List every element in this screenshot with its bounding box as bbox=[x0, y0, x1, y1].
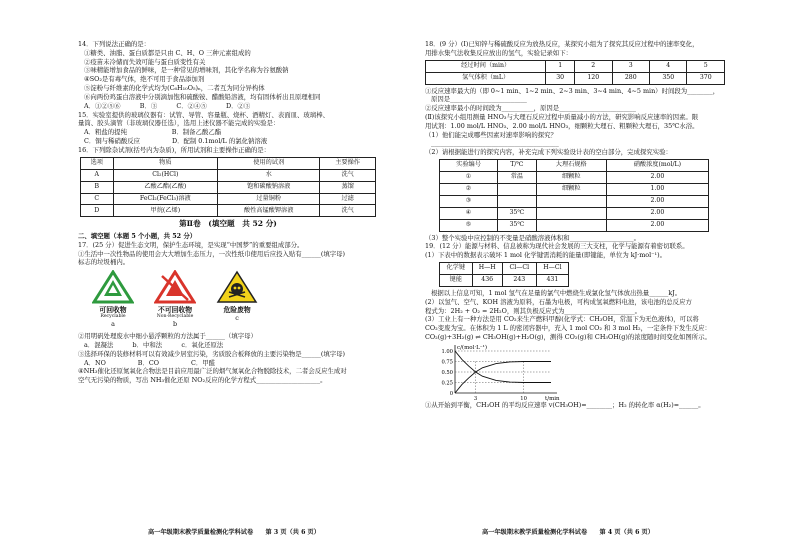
x-axis-label: t/min bbox=[545, 395, 560, 401]
table-header: 2 bbox=[575, 60, 612, 72]
table-cell: Cl₂(HCl) bbox=[113, 169, 218, 181]
q14-item: ②疫苗未冷储而失效可能与蛋白质变性有关 bbox=[84, 57, 206, 66]
q17-line: 17．(25 分）促进生态文明，保护生态环境，是实现“中国梦”的重要组成部分。 bbox=[78, 240, 304, 249]
x-tick-label: 3 bbox=[473, 395, 478, 401]
y-axis-label: c/(mol·L⁻¹) bbox=[457, 344, 488, 351]
q17-sub: 空气无污染的物质，写出 NH₃催化还原 NO₂反应的化学方程式____________________。 bbox=[78, 376, 327, 385]
q19-line: ①从开始到平衡，CH₃OH 的平均反应速率 v(CH₃OH)=________；H₂ 的转化率 α(H₂)=______。 bbox=[425, 400, 705, 409]
sign-letter: a bbox=[111, 319, 115, 328]
y-tick-label: 0.25 bbox=[441, 380, 453, 387]
table-cell: 35℃ bbox=[498, 207, 537, 219]
q14-options: A．①②⑤⑥ B．③ C．②④⑤ D．②③ bbox=[84, 101, 251, 110]
concentration-chart bbox=[429, 343, 569, 401]
table-cell: FeCl₂(FeCl₃)溶液 bbox=[113, 193, 218, 205]
table-header: 1 bbox=[546, 60, 575, 72]
table-cell: 氢气体积（mL） bbox=[426, 72, 546, 84]
q19-line: (2）以氢气、空气、KOH 溶液为原料，石墨为电极，可构成氢氧燃料电池，该电池的总反应方 bbox=[425, 297, 692, 306]
table-cell: 水 bbox=[218, 169, 320, 181]
table-header: 主要操作 bbox=[320, 157, 376, 169]
q17-sub: ②用明矾处理废水中细小悬浮颗粒的方法属于______（填字母） bbox=[78, 332, 257, 341]
q18-line: 用排水集气法收集反应放出的氢气，实验记录如下： bbox=[425, 48, 572, 57]
q19-line: 19．(12 分）能源与材料、信息被称为现代社会发展的三大支柱，化学与能源有着密切联系。 bbox=[425, 242, 689, 251]
table-cell: 过量铜粉 bbox=[218, 193, 320, 205]
q16-stem: 16．下列除杂试剂(括号内为杂质)，所用试剂和主要操作正确的是： bbox=[78, 145, 271, 154]
table-row bbox=[81, 193, 376, 205]
table-row bbox=[426, 60, 725, 72]
q14-item: ⑤淀粉与纤维素的化学式均为(C₆H₁₀O₅)ₙ，二者互为同分异构体 bbox=[84, 84, 265, 93]
q18-line: ________________________________________ bbox=[431, 139, 559, 148]
table-row bbox=[440, 219, 709, 231]
q14-item: ④SO₂是有毒气体，绝不可用于食品添加剂 bbox=[84, 75, 205, 84]
page-footer-left: 高一年级期末教学质量检测化学科试卷 第 3 页（共 6 页） bbox=[148, 529, 320, 536]
table-cell: 细颗粒 bbox=[536, 172, 606, 184]
table-cell bbox=[536, 219, 606, 231]
table-cell: 酸性高锰酸钾溶液 bbox=[218, 205, 320, 217]
q14-item: ⑥向两份鸡蛋白溶液中分别滴加饱和硫酸铵、醋酸铅溶液，均有固体析出且原理相同 bbox=[84, 92, 321, 101]
table-header: 大理石规格 bbox=[536, 160, 606, 172]
table-cell: 1.00 bbox=[606, 183, 708, 195]
table-cell bbox=[498, 195, 537, 207]
table-header: 3 bbox=[612, 60, 649, 72]
q18-table2 bbox=[439, 159, 709, 232]
q17-sub: ③选择环保的装修材料可以有效减少居室污染，劣质胶合板释放的主要污染物是______(填字母) bbox=[78, 349, 346, 358]
table-header: T/℃ bbox=[498, 160, 537, 172]
y-tick-label: 0 bbox=[449, 390, 453, 397]
q19-line: 程式为：2H₂ + O₂ = 2H₂O，则其负极反应式为______________________。 bbox=[425, 306, 642, 315]
waste-signs bbox=[92, 270, 378, 332]
page-footer-right: 高一年级期末教学质量检测化学科试卷 第 4 页（共 6 页） bbox=[482, 529, 654, 536]
x-tick-label: 10 bbox=[520, 395, 527, 401]
table-cell: 436 bbox=[472, 275, 502, 287]
sign-caption: 可回收物 bbox=[99, 305, 127, 314]
table-header: 物质 bbox=[113, 157, 218, 169]
table-cell: 饱和碳酸钠溶液 bbox=[218, 181, 320, 193]
table-cell: 甲烷(乙烯) bbox=[113, 205, 218, 217]
part-heading: 二、填空题（本题 5 个小题，共 52 分） bbox=[78, 231, 197, 240]
q19-table bbox=[439, 262, 569, 287]
table-cell: 洗气 bbox=[320, 169, 376, 181]
table-header: 选项 bbox=[81, 157, 114, 169]
table-row bbox=[440, 263, 569, 275]
hazard-skull-icon bbox=[216, 270, 258, 304]
q18-line: (Ⅱ)该探究小组用测量 HNO₃与大理石反应过程中质量减小的方法，研究影响反应速率的因素。限 bbox=[425, 112, 699, 121]
table-cell: 2.00 bbox=[606, 172, 708, 184]
table-header: 化学键 bbox=[440, 263, 473, 275]
table-cell: 乙酸乙酯(乙酸) bbox=[113, 181, 218, 193]
q17-sub: a．混凝法 b．中和法 c．氧化还原法 bbox=[84, 340, 224, 349]
table-row bbox=[81, 181, 376, 193]
table-header: H—Cl bbox=[536, 263, 568, 275]
table-row bbox=[440, 275, 569, 287]
y-tick-label: 0.75 bbox=[441, 359, 453, 366]
table-cell: 2.00 bbox=[606, 207, 708, 219]
q19-line: (1）下表中的数据表示破坏 1 mol 化学键需消耗的能量(即键能，单位为 kJ·mol⁻¹)。 bbox=[425, 251, 666, 260]
table-cell: 243 bbox=[502, 275, 536, 287]
sign-subcaption: Non-Recyclable bbox=[156, 314, 194, 320]
table-cell: 2.00 bbox=[606, 195, 708, 207]
table-row bbox=[440, 160, 709, 172]
table-cell: 2.00 bbox=[606, 219, 708, 231]
table-cell: ① bbox=[440, 172, 498, 184]
table-cell: A bbox=[81, 169, 114, 181]
sign-caption: 不可回收物 bbox=[158, 305, 193, 314]
table-cell: 431 bbox=[536, 275, 568, 287]
y-tick-label: 1.00 bbox=[441, 348, 453, 355]
table-row bbox=[426, 72, 725, 84]
table-cell: D bbox=[81, 205, 114, 217]
section-heading: 第Ⅱ卷 (填空题 共 52 分) bbox=[179, 219, 277, 229]
sign-letter: c bbox=[235, 314, 239, 323]
non-recyclable-sign bbox=[154, 270, 196, 328]
q17-line: ①生活中一次性物品的使用会大大增加生态压力，一次性纸巾使用后应投入贴有______(填字母) bbox=[78, 249, 346, 258]
table-header: 实验编号 bbox=[440, 160, 498, 172]
table-cell: ③ bbox=[440, 195, 498, 207]
q18-line: 原因是________________________ bbox=[431, 95, 527, 104]
table-cell: ④ bbox=[440, 207, 498, 219]
table-cell bbox=[536, 195, 606, 207]
sign-caption: 危险废物 bbox=[223, 305, 251, 314]
sign-subcaption: Recyclable bbox=[100, 314, 126, 320]
q17-line: 标志的垃圾桶内。 bbox=[78, 258, 130, 267]
table-cell: 370 bbox=[687, 72, 725, 84]
q15-stem: 量筒、胶头滴管（非玻璃仪器任选），选用上述仪器不能完成的实验是： bbox=[78, 119, 280, 128]
table-row bbox=[440, 207, 709, 219]
recyclable-sign bbox=[92, 270, 134, 328]
right-column bbox=[425, 40, 747, 410]
table-cell: 细颗粒 bbox=[536, 183, 606, 195]
q15-options: A．粗盐的提纯 B．制备乙酸乙酯 bbox=[84, 128, 222, 137]
q18-table1 bbox=[425, 60, 725, 85]
recycle-icon bbox=[92, 270, 134, 304]
table-header: 硝酸浓度(mol/L) bbox=[606, 160, 708, 172]
q17-sub: A．NO B．CO C．甲醛 bbox=[84, 358, 216, 367]
table-cell: B bbox=[81, 181, 114, 193]
table-cell bbox=[536, 207, 606, 219]
q17-sub: ④NH₃催化还原氮氧化合物法是目前应用最广泛的烟气氮氧化合物脱除技术，二者会反应生成对 bbox=[78, 367, 347, 376]
q18-line: （1）他们能完成哪些因素对速率影响的探究？ bbox=[425, 130, 557, 139]
q18-line: ②反应速率最小的时间段为__________，原因是________________________ bbox=[425, 104, 636, 113]
table-header: Cl—Cl bbox=[502, 263, 536, 275]
q19-line: (3）工业上有一种方法是用 CO₂来生产燃料甲醇(化学式：CH₃OH，常温下为无色液体)，可以将 bbox=[425, 315, 699, 324]
table-header: 经过时间（min） bbox=[426, 60, 546, 72]
table-cell: 洗气 bbox=[320, 205, 376, 217]
q19-line: CO₂变废为宝。在体积为 1 L 的密闭容器中，充入 1 mol CO₂ 和 3 mol H₂，一定条件下发生反应： bbox=[425, 324, 711, 333]
table-cell: 350 bbox=[650, 72, 687, 84]
table-row bbox=[81, 169, 376, 181]
q14-item: ③味精能增加食品的鲜味，是一种常见的增味剂，其化学名称为谷氨酸钠 bbox=[84, 66, 289, 75]
sign-letter: b bbox=[173, 319, 178, 328]
q16-table bbox=[80, 157, 376, 218]
table-cell bbox=[498, 183, 537, 195]
q14-item: ①糖类、油脂、蛋白质都是只由 C、H、O 三种元素组成的 bbox=[84, 48, 251, 57]
q18-line: 18．(9 分）(Ⅰ)已知锌与稀硫酸反应为放热反应，某探究小组为了探究其反应过程中的速率变化， bbox=[425, 40, 699, 48]
non-recycle-icon bbox=[154, 270, 196, 304]
q18-line: （2）请根据能进行的探究内容，补充完成下列实验设计表的空白部分，完成探究实验： bbox=[425, 148, 672, 157]
table-header: 5 bbox=[687, 60, 725, 72]
table-row bbox=[440, 172, 709, 184]
table-cell: 常温 bbox=[498, 172, 537, 184]
y-tick-label: 0.50 bbox=[441, 369, 453, 376]
table-row bbox=[81, 205, 376, 217]
table-cell: 120 bbox=[575, 72, 612, 84]
table-cell: 35℃ bbox=[498, 219, 537, 231]
table-cell: ⑤ bbox=[440, 219, 498, 231]
q14-stem: 14．下列说法正确的是： bbox=[78, 40, 151, 48]
table-cell: 280 bbox=[612, 72, 649, 84]
q19-line: CO₂(g)+3H₂(g) ⇌ CH₃OH(g)+H₂O(g)，测得 CO₂(g)和 CH₃OH(g)的浓度随时间变化如图所示。 bbox=[425, 333, 711, 342]
table-cell: 过滤 bbox=[320, 193, 376, 205]
q18-line: 用试剂：1.00 mol/L HNO₃、2.00 mol/L HNO₃，细颗粒大理石、粗颗粒大理石，35℃水浴。 bbox=[425, 121, 699, 130]
table-header: H—H bbox=[472, 263, 502, 275]
table-row bbox=[440, 183, 709, 195]
table-cell: C bbox=[81, 193, 114, 205]
q15-options: C．铜与稀硝酸反应 D．配制 0.1mol/L 的氯化钠溶液 bbox=[84, 137, 268, 146]
table-row bbox=[440, 195, 709, 207]
table-header: 使用的试剂 bbox=[218, 157, 320, 169]
q18-line: （3）整个实验中应控制的不变量是硝酸溶液体积和____________________。 bbox=[425, 233, 640, 242]
table-cell: ② bbox=[440, 183, 498, 195]
q18-line: ①反应速率最大的（即 0~1 min、1~2 min、2~3 min、3~4 min、4~5 min）时间段为________， bbox=[425, 86, 720, 95]
table-cell: 键能 bbox=[440, 275, 473, 287]
q19-line: 根据以上信息可知，1 mol 氢气在足量的氯气中燃烧生成氯化氢气体放出热量______kJ。 bbox=[431, 288, 682, 297]
left-column bbox=[78, 40, 378, 385]
table-cell: 30 bbox=[546, 72, 575, 84]
hazardous-sign bbox=[216, 270, 258, 323]
table-header: 4 bbox=[650, 60, 687, 72]
q15-stem: 15．实验室提供的玻璃仪器有：试管、导管、容量瓶、烧杯、酒精灯、表面皿、玻璃棒、 bbox=[78, 110, 329, 119]
table-cell: 蒸馏 bbox=[320, 181, 376, 193]
